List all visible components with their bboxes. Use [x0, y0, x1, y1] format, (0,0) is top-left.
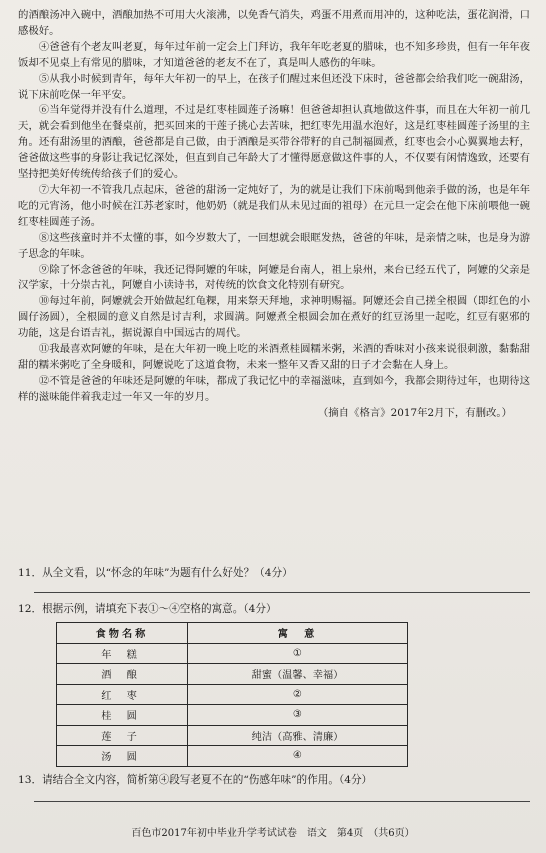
- food-meaning: 纯洁（高雅、清廉）: [188, 725, 408, 746]
- food-meaning[interactable]: ①: [188, 643, 408, 664]
- table-row: [57, 664, 408, 685]
- reading-article: [18, 8, 530, 422]
- article-paragraph: ⑪我最喜欢阿嬷的年味，是在大年初一晚上吃的米酒煮桂圆糯米粥，米酒的香味对小孩来说很刺激，黏黏甜甜的糯米粥吃了全身暖和，阿嬷说吃了这道食物，未来一整年又香又甜的日子才会黏在人身上。: [18, 343, 530, 371]
- article-paragraph: ④爸爸有个老友叫老夏，每年过年前一定会上门拜访，我年年吃老夏的腊味，也不知多珍贵，但有一年年夜饭却不见桌上有常见的腊味，才知道爸爸的老友不在了，真是叫人感伤的年味。: [18, 40, 530, 69]
- question-11: 11．从全文看，以“怀念的年味”为题有什么好处？（4分）: [18, 567, 293, 579]
- symbolism-table: [56, 622, 408, 767]
- food-meaning[interactable]: ③: [188, 705, 408, 726]
- food-name: 汤 圆: [57, 746, 188, 767]
- answer-line[interactable]: [34, 801, 530, 802]
- article-paragraph: ⑫不管是爸爸的年味还是阿嬷的年味，都成了我记忆中的幸福滋味，直到如今，我都会期待过年，也期待这样的滋味能伴着我走过一年又一年的岁月。: [18, 374, 530, 403]
- table-row: [57, 684, 408, 705]
- table-header-row: [57, 623, 408, 644]
- article-paragraph: ⑨除了怀念爸爸的年味，我还记得阿嬷的年味，阿嬷是台南人，祖上泉州，来台已经五代了，阿嬷的父亲是汉学家，十分崇古礼，阿嬷自小读诗书，对传统的饮食文化特别有研究。: [18, 263, 530, 292]
- article-paragraph: ⑩每过年前，阿嬷就会开始做起红龟粿，用来祭天拜地，求神明赐福。阿嬷还会自己搓全根圆（即红色的小圆仔汤圆），全根圆的意义自然是讨吉利，求圆满。阿嬷煮全根圆会加在煮好的红豆汤里一起吃，红豆有驱邪的功能，这是台语吉礼，据说源自中国远古的周代。: [18, 295, 530, 340]
- answer-line[interactable]: [34, 592, 530, 593]
- food-meaning[interactable]: ④: [188, 746, 408, 767]
- table-row: [57, 705, 408, 726]
- article-paragraph: ⑦大年初一不管我几点起床，爸爸的甜汤一定炖好了，为的就是让我们下床前喝到他亲手做的汤，也是年年吃的元宵汤，他小时候在江苏老家时，他奶奶（就是我们从未见过面的祖母）在元旦一定会在他下床前喂他一碗红枣桂圆莲子汤。: [18, 183, 530, 228]
- table-header: 寓 意: [188, 623, 408, 644]
- article-paragraph: ⑤从我小时候到青年，每年大年初一的早上，在孩子们醒过来但还没下床时，爸爸都会给我们吃一碗甜汤，说下床前吃保一年平安。: [18, 72, 530, 101]
- table-row: [57, 746, 408, 767]
- article-paragraph: 的酒酿汤冲入碗中，酒酿加热不可用大火滚沸，以免香气消失，鸡蛋不用煮而用冲的，这种吃法，蛋花润滑，口感极好。: [18, 9, 530, 37]
- question-13: 13．请结合全文内容，简析第④段写老夏不在的“伤感年味”的作用。（4分）: [18, 774, 373, 786]
- table-row: [57, 643, 408, 664]
- article-paragraph: ⑧这些孩童时并不太懂的事，如今岁数大了，一回想就会眼眶发热，爸爸的年味，是亲情之味，也是身为游子思念的年味。: [18, 231, 530, 260]
- table-header: 食物名称: [57, 623, 188, 644]
- food-name: 年 糕: [57, 643, 188, 664]
- food-name: 红 枣: [57, 684, 188, 705]
- food-meaning: 甜蜜（温馨、幸福）: [188, 664, 408, 685]
- article-paragraph: ⑥当年觉得并没有什么道理，不过是红枣桂圆莲子汤嘛！但爸爸却担认真地做这件事，而且在大年初一前几天，就会看到他坐在餐桌前，把买回来的干莲子挑心去苦味，把红枣先用温水泡好，这是红枣桂圆莲子汤里的主角。还有甜汤里的酒酿，爸爸都是自己做，由于酒酿是买带谷带籽的自己制福圆煮，红枣也会小心翼翼地去籽，爸爸做这些事的身影让我记忆深处，但直到自己年龄大了才懂得愿意做这件事的人，不仅要有闲情逸致，还要有坚持把美好传统传给孩子们的爱心。: [18, 104, 530, 181]
- food-name: 莲 子: [57, 725, 188, 746]
- article-source: （摘自《格言》2017年2月下，有删改。）: [317, 406, 512, 419]
- table-row: [57, 725, 408, 746]
- page-footer: 百色市2017年初中毕业升学考试试卷 语文 第4页 （共6页）: [131, 828, 415, 839]
- food-name: 酒 酿: [57, 664, 188, 685]
- food-meaning[interactable]: ②: [188, 684, 408, 705]
- food-name: 桂 圆: [57, 705, 188, 726]
- question-12: 12．根据示例，请填充下表①～④空格的寓意。（4分）: [18, 603, 277, 615]
